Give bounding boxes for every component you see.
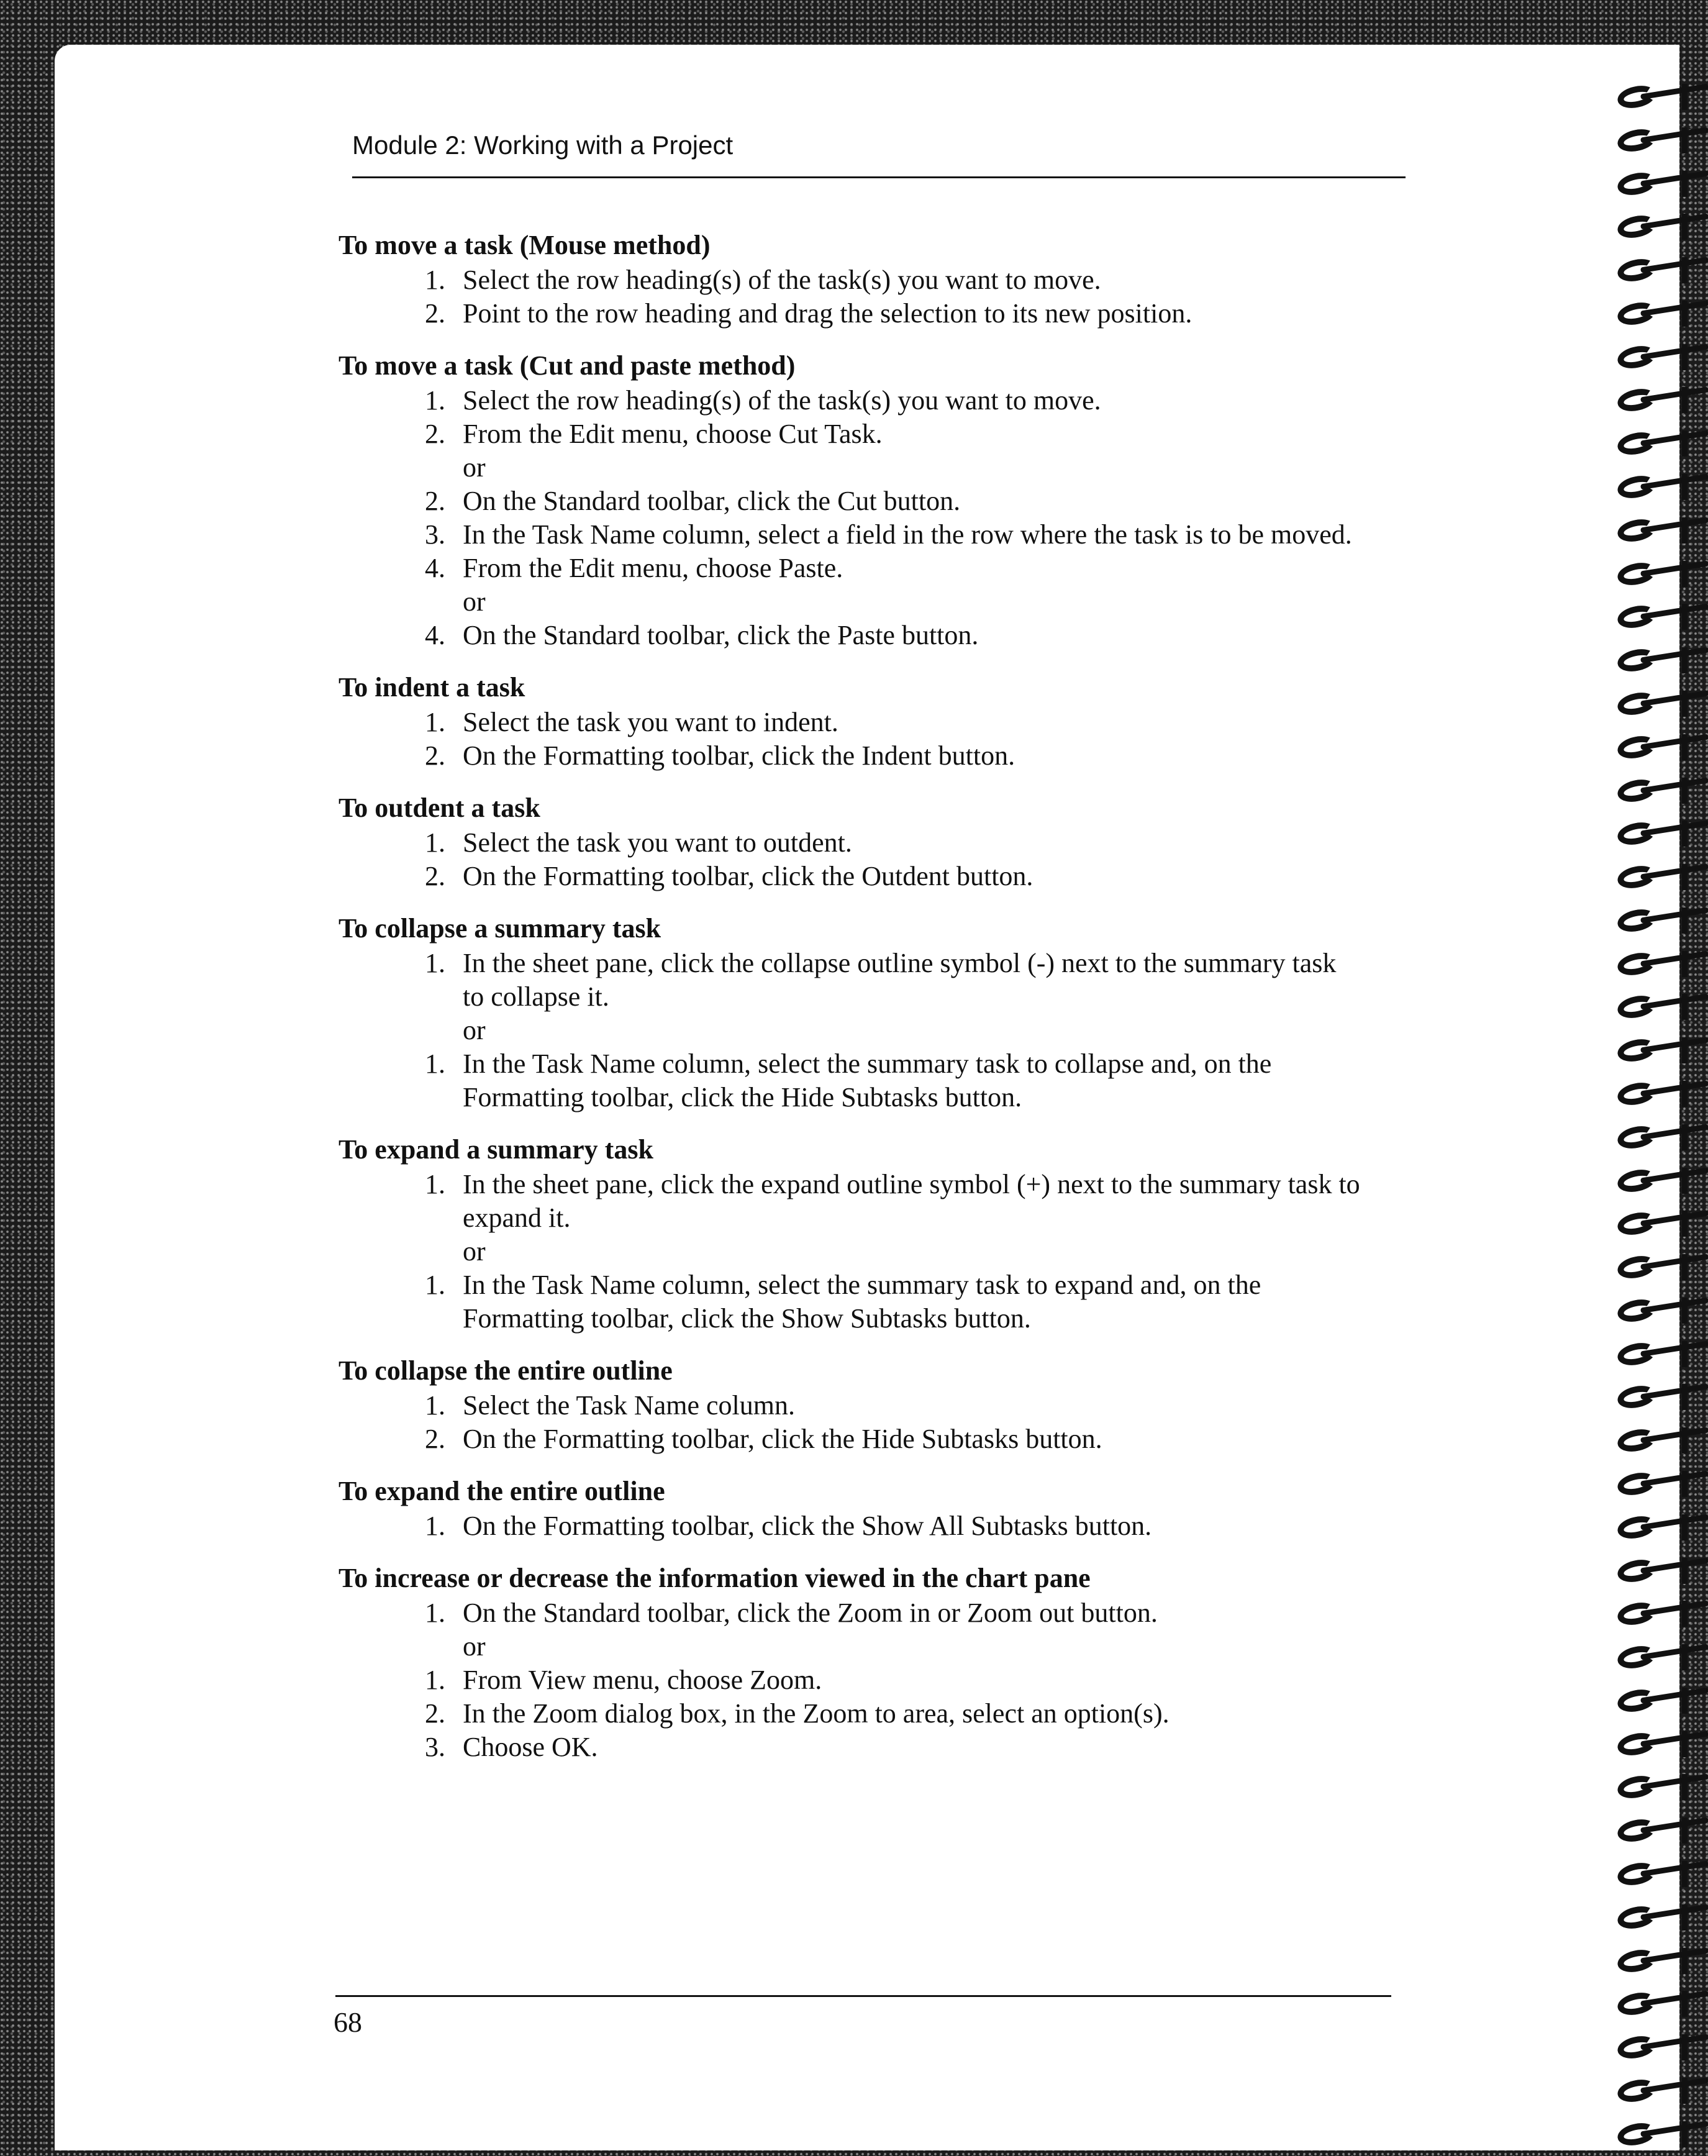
section-title: To expand a summary task (338, 1134, 653, 1165)
binding-ring (1606, 1985, 1708, 2022)
binding-ring (1606, 1248, 1708, 1285)
binding-ring (1606, 381, 1708, 418)
step-item (338, 706, 1419, 739)
or-separator: or (463, 1015, 486, 1045)
step-number: 3. (425, 1732, 445, 1762)
section-title: To increase or decrease the information viewed in the chart pane (338, 1563, 1091, 1593)
step-number: 2. (425, 486, 445, 516)
step-item (338, 860, 1419, 893)
instruction-section (338, 229, 1419, 330)
section-title: To collapse the entire outline (338, 1355, 673, 1386)
step-text: On the Formatting toolbar, click the Hide Subtasks button. (463, 1424, 1102, 1454)
section-title: To expand the entire outline (338, 1476, 665, 1506)
binding-ring (1606, 685, 1708, 722)
binding-ring (1606, 814, 1708, 852)
step-item (338, 619, 1419, 652)
step-item (338, 1596, 1419, 1630)
instruction-section (338, 1354, 1419, 1456)
step-item (338, 1168, 1419, 1235)
binding-ring (1606, 1335, 1708, 1372)
step-list (338, 706, 1419, 773)
module-header: Module 2: Working with a Project (352, 130, 734, 160)
binding-ring (1606, 294, 1708, 332)
binding-ring (1606, 251, 1708, 288)
instruction-section (338, 1475, 1419, 1543)
header-rule (352, 176, 1406, 178)
binding-ring (1606, 1508, 1708, 1545)
document-body (338, 229, 1419, 1783)
step-number: 1. (425, 1665, 445, 1695)
binding-ring (1606, 1118, 1708, 1155)
binding-ring (1606, 121, 1708, 158)
step-number: 2. (425, 298, 445, 329)
step-number: 1. (425, 827, 445, 858)
step-number: 2. (425, 740, 445, 771)
binding-ring (1606, 1031, 1708, 1068)
binding-ring (1606, 1421, 1708, 1458)
section-title: To outdent a task (338, 793, 540, 823)
footer-rule (335, 1995, 1391, 1997)
step-number: 1. (425, 265, 445, 295)
step-text: Select the Task Name column. (463, 1390, 795, 1421)
binding-ring (1606, 165, 1708, 202)
step-number: 1. (425, 1048, 445, 1079)
step-text: Select the task you want to outdent. (463, 827, 852, 858)
or-separator: or (463, 452, 486, 483)
step-list (338, 384, 1419, 652)
instruction-section (338, 912, 1419, 1114)
step-item (338, 1422, 1419, 1456)
binding-ring (1606, 1855, 1708, 1892)
step-list (338, 1389, 1419, 1456)
step-text: Select the row heading(s) of the task(s) you want to move. (463, 385, 1101, 416)
step-text: From the Edit menu, choose Cut Task. (463, 419, 883, 449)
step-list (338, 826, 1419, 893)
binding-ring (1606, 901, 1708, 939)
step-number: 4. (425, 620, 445, 650)
binding-ring (1606, 1465, 1708, 1502)
binding-ring (1606, 424, 1708, 462)
step-item (338, 1389, 1419, 1422)
binding-ring (1606, 2028, 1708, 2065)
step-number: 2. (425, 861, 445, 891)
step-text: On the Formatting toolbar, click the Show All Subtasks button. (463, 1511, 1152, 1541)
binding-ring (1606, 1725, 1708, 1762)
step-item (338, 1697, 1419, 1731)
step-text: In the sheet pane, click the collapse outline symbol (-) next to the summary task to collapse it. (463, 948, 1337, 1012)
step-item (338, 1047, 1419, 1114)
step-item (338, 1663, 1419, 1697)
step-number: 2. (425, 1424, 445, 1454)
binding-ring (1606, 1162, 1708, 1199)
or-separator: or (463, 1236, 486, 1267)
step-item (338, 484, 1419, 518)
binding-ring (1606, 1768, 1708, 1805)
step-number: 1. (425, 1270, 445, 1300)
step-number: 1. (425, 948, 445, 978)
step-number: 4. (425, 553, 445, 583)
step-number: 1. (425, 1390, 445, 1421)
step-number: 1. (425, 707, 445, 737)
binding-ring (1606, 598, 1708, 635)
step-item (338, 552, 1419, 585)
step-number: 1. (425, 1598, 445, 1628)
instruction-section (338, 671, 1419, 773)
binding-ring (1606, 78, 1708, 115)
binding-ring (1606, 1552, 1708, 1589)
instruction-section (338, 1133, 1419, 1335)
binding-ring (1606, 641, 1708, 678)
step-list (338, 1509, 1419, 1543)
step-number: 2. (425, 419, 445, 449)
binding-ring (1606, 858, 1708, 895)
step-text: On the Standard toolbar, click the Paste button. (463, 620, 979, 650)
section-title: To indent a task (338, 672, 525, 703)
binding-ring (1606, 1204, 1708, 1242)
step-text: On the Formatting toolbar, click the Outdent button. (463, 861, 1033, 891)
binding-ring (1606, 1378, 1708, 1415)
binding-ring (1606, 1291, 1708, 1329)
binding-ring (1606, 207, 1708, 245)
section-title: To collapse a summary task (338, 913, 661, 944)
step-text: From the Edit menu, choose Paste. (463, 553, 843, 583)
section-title: To move a task (Mouse method) (338, 230, 711, 260)
binding-ring (1606, 2115, 1708, 2152)
instruction-section (338, 1562, 1419, 1764)
binding-ring (1606, 2072, 1708, 2109)
step-number: 2. (425, 1698, 445, 1729)
binding-ring (1606, 1942, 1708, 1979)
binding-ring (1606, 555, 1708, 592)
binding-ring (1606, 1075, 1708, 1112)
step-item (338, 518, 1419, 552)
step-text: Select the task you want to indent. (463, 707, 838, 737)
step-text: In the Task Name column, select the summary task to collapse and, on the Formatting toolbar, click the Hide Subtasks button. (463, 1048, 1272, 1112)
step-text: In the Zoom dialog box, in the Zoom to area, select an option(s). (463, 1698, 1170, 1729)
step-item (338, 1509, 1419, 1543)
binding-ring (1606, 728, 1708, 765)
or-separator: or (463, 1631, 486, 1662)
step-text: In the Task Name column, select a field in the row where the task is to be moved. (463, 519, 1352, 550)
step-number: 1. (425, 1511, 445, 1541)
step-list (338, 947, 1419, 1114)
binding-ring (1606, 1594, 1708, 1632)
binding-ring (1606, 988, 1708, 1025)
or-separator: or (463, 586, 486, 617)
step-text: Choose OK. (463, 1732, 598, 1762)
binding-ring (1606, 1811, 1708, 1849)
step-number: 1. (425, 1169, 445, 1199)
step-item (338, 417, 1419, 451)
step-number: 3. (425, 519, 445, 550)
binding-ring (1606, 468, 1708, 505)
binding-ring (1606, 1898, 1708, 1935)
step-item (338, 1268, 1419, 1335)
binding-ring (1606, 1681, 1708, 1719)
step-list (338, 1596, 1419, 1764)
step-text: Point to the row heading and drag the selection to its new position. (463, 298, 1192, 329)
step-text: In the sheet pane, click the expand outline symbol (+) next to the summary task to expand it. (463, 1169, 1360, 1233)
step-text: On the Standard toolbar, click the Cut button. (463, 486, 961, 516)
step-item (338, 297, 1419, 330)
binding-ring (1606, 945, 1708, 982)
step-item (338, 263, 1419, 297)
binding-ring (1606, 511, 1708, 548)
binding-ring (1606, 771, 1708, 809)
binding-ring (1606, 1638, 1708, 1675)
step-list (338, 263, 1419, 330)
step-item (338, 384, 1419, 417)
instruction-section (338, 791, 1419, 893)
step-list (338, 1168, 1419, 1335)
spiral-binding (1606, 78, 1708, 2152)
step-text: In the Task Name column, select the summary task to expand and, on the Formatting toolbar, click the Show Subtasks button. (463, 1270, 1261, 1334)
step-item (338, 739, 1419, 773)
binding-ring (1606, 338, 1708, 375)
step-item (338, 1731, 1419, 1764)
step-item (338, 826, 1419, 860)
instruction-section (338, 349, 1419, 652)
step-item (338, 947, 1419, 1014)
step-number: 1. (425, 385, 445, 416)
step-text: On the Formatting toolbar, click the Indent button. (463, 740, 1015, 771)
step-text: Select the row heading(s) of the task(s) you want to move. (463, 265, 1101, 295)
step-text: From View menu, choose Zoom. (463, 1665, 822, 1695)
page-number: 68 (334, 2006, 362, 2038)
section-title: To move a task (Cut and paste method) (338, 350, 796, 381)
step-text: On the Standard toolbar, click the Zoom in or Zoom out button. (463, 1598, 1158, 1628)
